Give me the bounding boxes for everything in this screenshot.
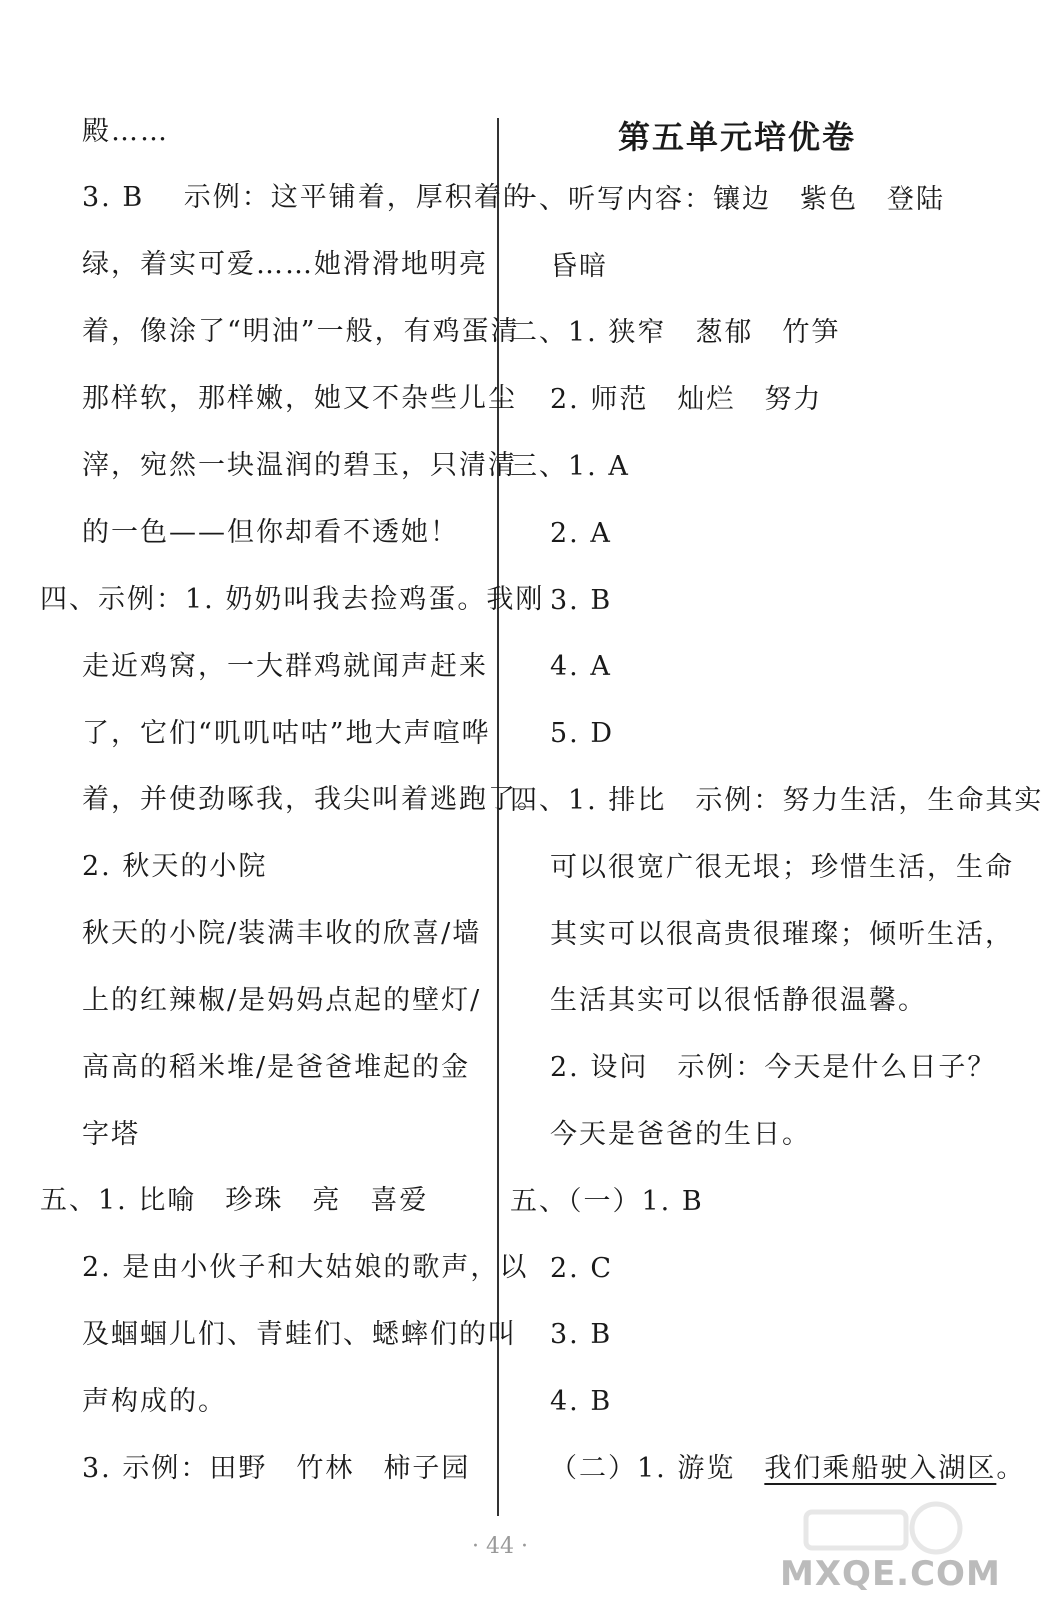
text-line: 5. D (550, 718, 614, 749)
text-line: 高高的稻米堆/是爸爸堆起的金 (82, 1052, 471, 1083)
text-line: 今天是爸爸的生日。 (550, 1119, 811, 1150)
text-line: 2. 秋天的小院 (82, 851, 268, 882)
text-line: 着，并使劲啄我，我尖叫着逃跑了。 (82, 784, 546, 815)
text-line: 3. 示例：田野 竹林 柿子园 (82, 1453, 471, 1484)
text-line: 2. 设问 示例：今天是什么日子？ (550, 1052, 997, 1083)
text-line: 2. 师范 灿烂 努力 (550, 384, 823, 415)
text-line: 2. C (550, 1253, 614, 1284)
text-line: 4. A (550, 651, 612, 682)
text-line: 其实可以很高贵很璀璨；倾听生活， (550, 919, 1014, 950)
text-line: 那样软，那样嫩，她又不杂些儿尘 (82, 383, 517, 414)
watermark-text: MXQE.COM (780, 1554, 1001, 1594)
section-heading-line: 五、（一）1. B (510, 1186, 704, 1217)
text-line: 4. B (550, 1386, 613, 1417)
page-number: · 44 · (472, 1534, 528, 1559)
unit-title: 第五单元培优卷 (618, 118, 857, 156)
text-line: 可以很宽广很无垠；珍惜生活，生命 (550, 852, 1014, 883)
text-line: 字塔 (82, 1119, 140, 1150)
text-line: 昏暗 (550, 251, 608, 282)
underlined-answer: 我们乘船驶入湖区 (764, 1453, 997, 1484)
section-heading-line: 四、1. 排比 示例：努力生活，生命其实 (510, 785, 1043, 816)
text-line: 殿…… (82, 116, 169, 147)
text-line-with-underline (550, 1449, 1025, 1489)
text-line: 秋天的小院/装满丰收的欣喜/墙 (82, 918, 482, 949)
text-line: 了，它们“叽叽咕咕”地大声喧哗 (82, 718, 491, 749)
section-heading-line: 二、1. 狭窄 葱郁 竹笋 (510, 317, 841, 348)
text-line: 走近鸡窝，一大群鸡就闻声赶来 (82, 651, 488, 682)
text-line: 生活其实可以很恬静很温馨。 (550, 985, 927, 1016)
answer-suffix: 。 (996, 1453, 1026, 1484)
text-line: 3. B (550, 585, 613, 616)
text-line: 的一色——但你却看不透她！ (82, 517, 459, 548)
text-line: 滓，宛然一块温润的碧玉，只清清 (82, 450, 517, 481)
text-line: 着，像涂了“明油”一般，有鸡蛋清 (82, 316, 520, 347)
text-line: 绿，着实可爱……她滑滑地明亮 (82, 249, 488, 280)
text-line: 2. 是由小伙子和大姑娘的歌声，以 (82, 1252, 529, 1283)
section-heading-line: 三、1. A (510, 451, 630, 482)
text-line: 3. B (550, 1319, 613, 1350)
text-line: 2. A (550, 518, 612, 549)
text-line: 3. B 示例：这平铺着，厚积着的 (82, 182, 532, 213)
text-line: 及蝈蝈儿们、青蛙们、蟋蟀们的叫 (82, 1319, 517, 1350)
text-line: 上的红辣椒/是妈妈点起的壁灯/ (82, 985, 482, 1016)
section-heading-line: 五、1. 比喻 珍珠 亮 喜爱 (40, 1185, 429, 1216)
answer-prefix: （二）1. 游览 (550, 1453, 765, 1484)
text-line: 声构成的。 (82, 1386, 227, 1417)
section-heading-line: 四、示例：1. 奶奶叫我去捡鸡蛋。我刚 (40, 584, 545, 615)
section-heading-line: 一、听写内容：镶边 紫色 登陆 (510, 184, 945, 215)
